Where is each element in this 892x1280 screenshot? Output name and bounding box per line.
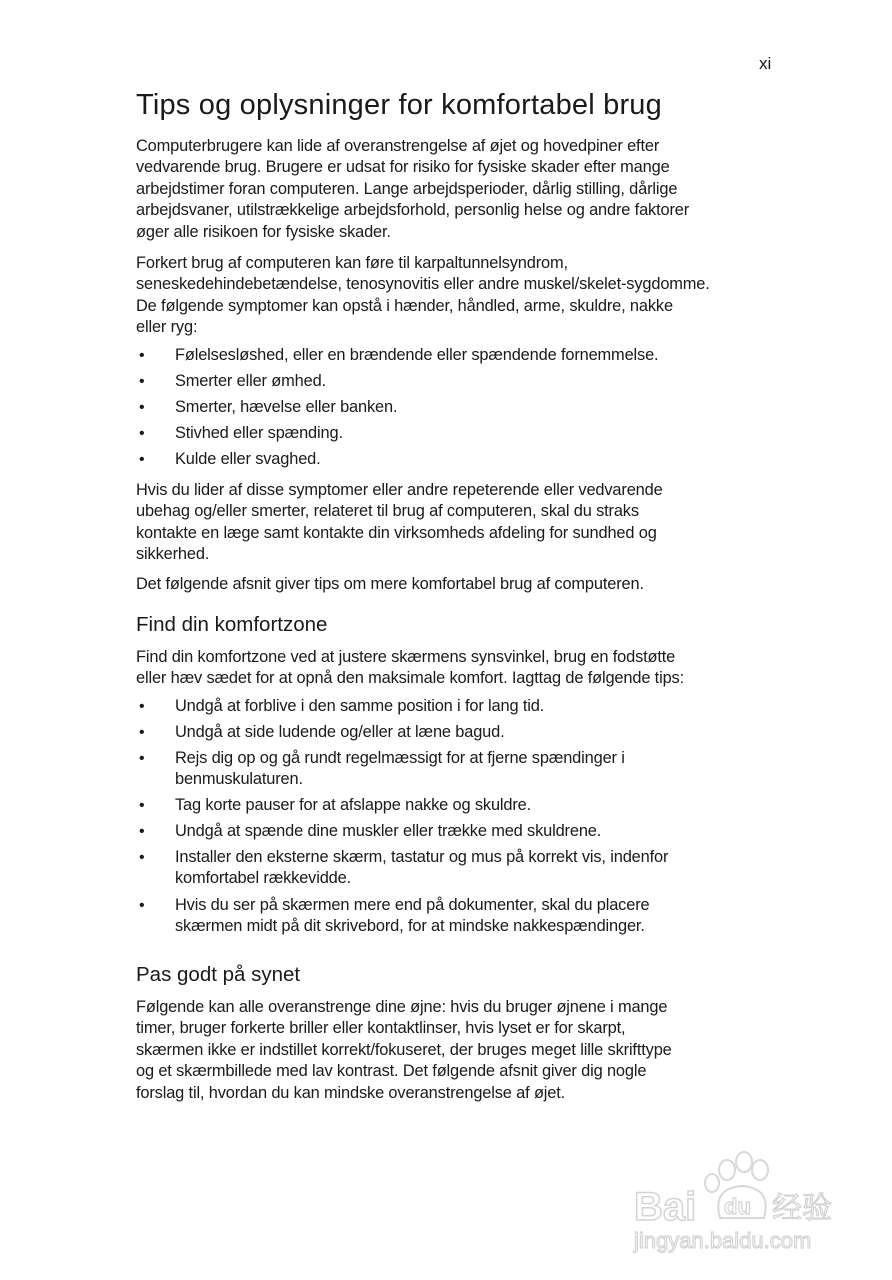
text-line: vedvarende brug. Brugere er udsat for risiko for fysiske skader efter mange: [136, 158, 670, 177]
bullet-icon: •: [139, 698, 145, 715]
text-line: Følgende kan alle overanstrenge dine øjne: hvis du bruger øjnene i mange: [136, 998, 668, 1016]
bullet-icon: •: [139, 373, 145, 390]
paragraph: [136, 574, 644, 595]
text-line: Undgå at side ludende og/eller at læne bagud.: [175, 723, 505, 741]
text-line: øger alle risikoen for fysiske skader.: [136, 222, 391, 241]
bullet-text: [175, 895, 649, 938]
page-number: xi: [759, 54, 772, 73]
text-line: komfortabel rækkevidde.: [175, 869, 352, 888]
text-line: arbejdsvaner, utilstrækkelige arbejdsforhold, personlig helse og andre faktorer: [136, 201, 690, 220]
text-line: Tag korte pauser for at afslappe nakke og skuldre.: [175, 796, 532, 814]
paragraph: [136, 253, 710, 339]
text-line: timer, bruger forkerte briller eller kontaktlinser, hvis lyset er for skarpt,: [136, 1019, 626, 1038]
page-title: Tips og oplysninger for komfortabel brug: [136, 89, 662, 121]
bullet-icon: •: [139, 347, 145, 364]
text-line: eller ryg:: [136, 318, 198, 337]
svg-text:jingyan.baidu.com: jingyan.baidu.com: [634, 1228, 812, 1253]
svg-text:经验: 经验: [772, 1191, 832, 1226]
text-line: seneskedehindebetændelse, tenosynovitis eller andre muskel/skelet-sygdomme.: [136, 275, 710, 294]
svg-text:du: du: [724, 1194, 751, 1219]
text-line: Computerbrugere kan lide af overanstrengelse af øjet og hovedpiner efter: [136, 137, 660, 155]
section-heading: Pas godt på synet: [136, 963, 301, 986]
paragraph: [136, 997, 672, 1104]
text-line: Forkert brug af computeren kan føre til karpaltunnelsyndrom,: [136, 254, 568, 272]
text-line: Stivhed eller spænding.: [175, 424, 343, 442]
bullet-text: [175, 795, 531, 816]
bullet-text: [175, 847, 668, 890]
text-line: kontakte en læge samt kontakte din virksomheds afdeling for sundhed og: [136, 523, 657, 542]
bullet-text: [175, 722, 505, 743]
bullet-text: [175, 449, 321, 470]
section-heading: Find din komfortzone: [136, 613, 328, 636]
text-line: skærmen midt på dit skrivebord, for at mindske nakkespændinger.: [175, 917, 645, 936]
text-line: Smerter, hævelse eller banken.: [175, 398, 398, 416]
text-line: Hvis du ser på skærmen mere end på dokumenter, skal du placere: [175, 896, 650, 914]
paragraph: [136, 480, 663, 566]
text-line: Smerter eller ømhed.: [175, 372, 326, 390]
svg-text:Bai: Bai: [634, 1185, 697, 1229]
bullet-text: [175, 345, 658, 366]
text-line: arbejdstimer foran computeren. Lange arbejdsperioder, dårlig stilling, dårlige: [136, 179, 678, 198]
bullet-text: [175, 821, 601, 842]
text-line: og et skærmbillede med lav kontrast. Det følgende afsnit giver dig nogle: [136, 1062, 647, 1081]
text-line: forslag til, hvordan du kan mindske overanstrengelse af øjet.: [136, 1083, 566, 1102]
text-line: Undgå at spænde dine muskler eller trække med skuldrene.: [175, 822, 602, 840]
text-line: Find din komfortzone ved at justere skærmens synsvinkel, brug en fodstøtte: [136, 648, 676, 666]
bullet-text: [175, 397, 397, 418]
text-line: Rejs dig op og gå rundt regelmæssigt for at fjerne spændinger i: [175, 749, 625, 767]
text-line: Hvis du lider af disse symptomer eller andre repeterende eller vedvarende: [136, 481, 663, 499]
text-line: sikkerhed.: [136, 545, 210, 564]
text-line: Kulde eller svaghed.: [175, 450, 321, 468]
text-line: eller hæv sædet for at opnå den maksimale komfort. Iagttag de følgende tips:: [136, 669, 684, 688]
bullet-icon: •: [139, 849, 145, 866]
bullet-icon: •: [139, 897, 145, 914]
text-line: skærmen ikke er indstillet korrekt/fokuseret, der bruges meget lille skrifttype: [136, 1040, 672, 1059]
bullet-icon: •: [139, 451, 145, 468]
bullet-icon: •: [139, 724, 145, 741]
bullet-icon: •: [139, 399, 145, 416]
bullet-icon: •: [139, 750, 145, 767]
bullet-text: [175, 423, 343, 444]
text-line: ubehag og/eller smerter, relateret til brug af computeren, skal du straks: [136, 502, 639, 521]
bullet-text: [175, 696, 544, 717]
bullet-icon: •: [139, 425, 145, 442]
text-line: benmuskulaturen.: [175, 770, 303, 789]
baidu-watermark-logo: [632, 1148, 842, 1258]
text-line: Installer den eksterne skærm, tastatur og mus på korrekt vis, indenfor: [175, 848, 669, 866]
bullet-icon: •: [139, 797, 145, 814]
text-line: Følelsesløshed, eller en brændende eller spændende fornemmelse.: [175, 346, 659, 364]
paragraph: [136, 136, 689, 243]
bullet-text: [175, 748, 625, 791]
text-line: Undgå at forblive i den samme position i for lang tid.: [175, 697, 545, 715]
bullet-text: [175, 371, 326, 392]
bullet-icon: •: [139, 823, 145, 840]
text-line: Det følgende afsnit giver tips om mere komfortabel brug af computeren.: [136, 575, 644, 593]
paragraph: [136, 647, 684, 690]
text-line: De følgende symptomer kan opstå i hænder, håndled, arme, skuldre, nakke: [136, 296, 673, 315]
